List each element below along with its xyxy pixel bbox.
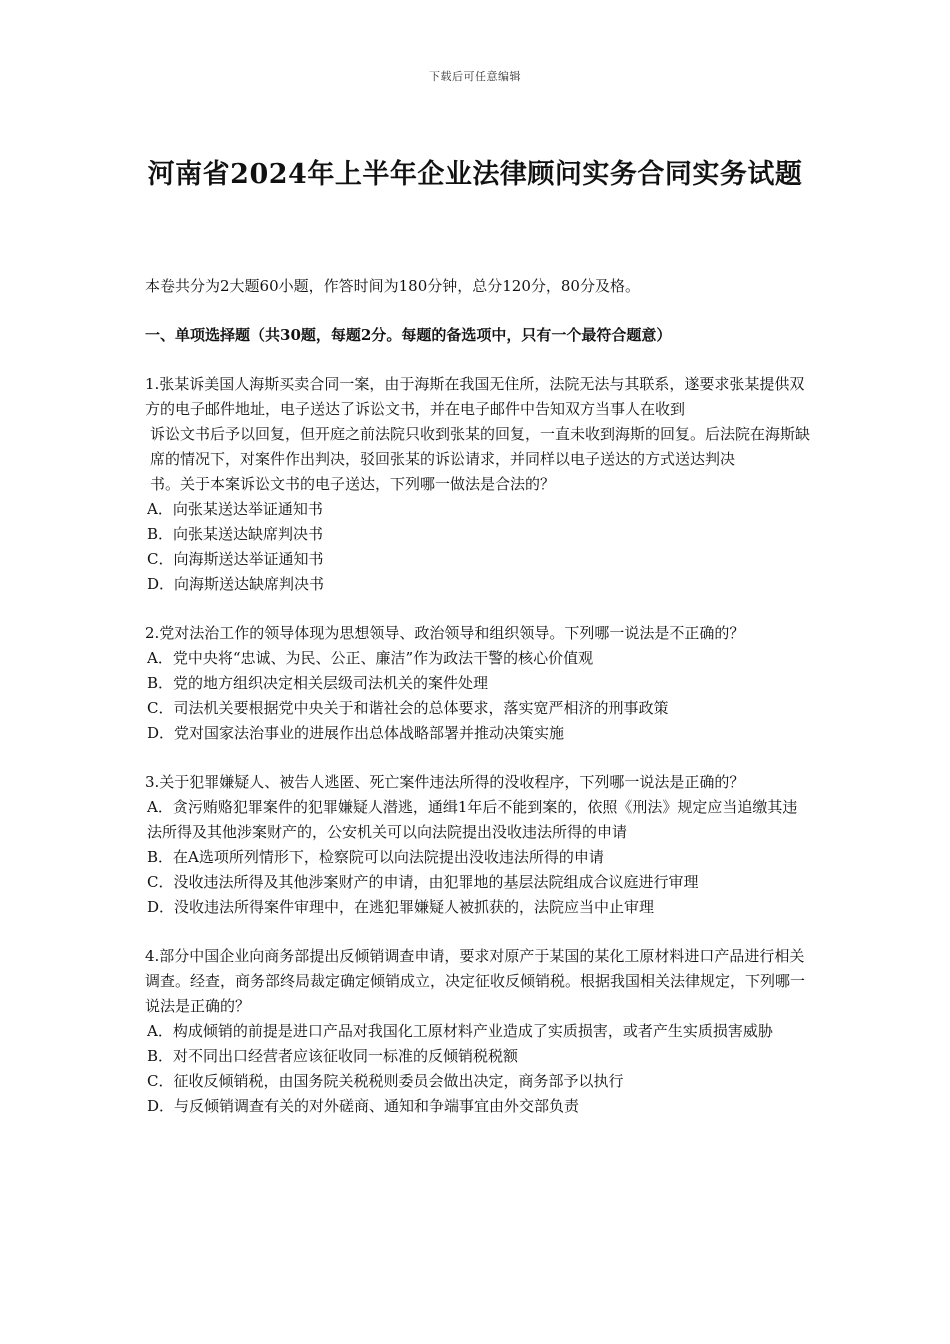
question-4 [145,944,810,1119]
option-d: D．没收违法所得案件审理中，在逃犯罪嫌疑人被抓获的，法院应当中止审理 [147,898,655,916]
document-body [145,274,810,1119]
question-2 [145,621,810,746]
page-header-note: 下载后可任意编辑 [429,70,521,83]
option-d: D．向海斯送达缺席判决书 [147,575,325,593]
option-a: A．党中央将“忠诚、为民、公正、廉洁”作为政法干警的核心价值观 [147,649,594,667]
document-title: 河南省2024年上半年企业法律顾问实务合同实务试题 [147,159,803,190]
question-stem: 4.部分中国企业向商务部提出反倾销调查申请，要求对原产于某国的某化工原材料进口产品进行相关调查。经查，商务部终局裁定确定倾销成立，决定征收反倾销税。根据我国相关法律规定，下列哪一说法是正确的？ [145,947,806,1015]
option-c: C．向海斯送达举证通知书 [147,550,324,568]
option-b: B．向张某送达缺席判决书 [147,525,324,543]
option-c: C．司法机关要根据党中央关于和谐社会的总体要求，落实宽严相济的刑事政策 [147,699,669,717]
intro-paragraph: 本卷共分为2大题60小题，作答时间为180分钟，总分120分，80分及格。 [145,277,640,295]
section-heading: 一、单项选择题（共30题，每题2分。每题的备选项中，只有一个最符合题意） [145,326,672,344]
question-stem: 3.关于犯罪嫌疑人、被告人逃匿、死亡案件违法所得的没收程序，下列哪一说法是正确的？ [145,773,745,791]
option-d: D．党对国家法治事业的进展作出总体战略部署并推动决策实施 [147,724,565,742]
question-stem: 1.张某诉美国人海斯买卖合同一案，由于海斯在我国无住所，法院无法与其联系，遂要求张某提供双方的电子邮件地址，电子送达了诉讼文书，并在电子邮件中告知双方当事人在收到 [145,375,805,418]
question-stem-continued: 书。关于本案诉讼文书的电子送达，下列哪一做法是合法的？ [150,475,556,493]
option-b: B．在A选项所列情形下，检察院可以向法院提出没收违法所得的申请 [147,848,604,866]
question-stem: 2.党对法治工作的领导体现为思想领导、政治领导和组织领导。下列哪一说法是不正确的？ [145,624,745,642]
question-1 [145,372,810,597]
question-stem-continued: 诉讼文书后予以回复，但开庭之前法院只收到张某的回复，一直未收到海斯的回复。后法院在海斯缺席的情况下，对案件作出判决，驳回张某的诉讼请求，并同样以电子送达的方式送达判决 [150,425,811,468]
option-d: D．与反倾销调查有关的对外磋商、通知和争端事宜由外交部负责 [147,1097,580,1115]
option-a: A．向张某送达举证通知书 [147,500,323,518]
option-c: C．征收反倾销税，由国务院关税税则委员会做出决定，商务部予以执行 [147,1072,624,1090]
option-b: B．党的地方组织决定相关层级司法机关的案件处理 [147,674,489,692]
question-3 [145,770,810,920]
option-c: C．没收违法所得及其他涉案财产的申请，由犯罪地的基层法院组成合议庭进行审理 [147,873,699,891]
option-b: B．对不同出口经营者应该征收同一标准的反倾销税税额 [147,1047,519,1065]
option-a: A．构成倾销的前提是进口产品对我国化工原材料产业造成了实质损害，或者产生实质损害威胁 [147,1022,773,1040]
option-a: A．贪污贿赂犯罪案件的犯罪嫌疑人潜逃，通缉1年后不能到案的，依照《刑法》规定应当追缴其违法所得及其他涉案财产的，公安机关可以向法院提出没收违法所得的申请 [147,798,798,841]
